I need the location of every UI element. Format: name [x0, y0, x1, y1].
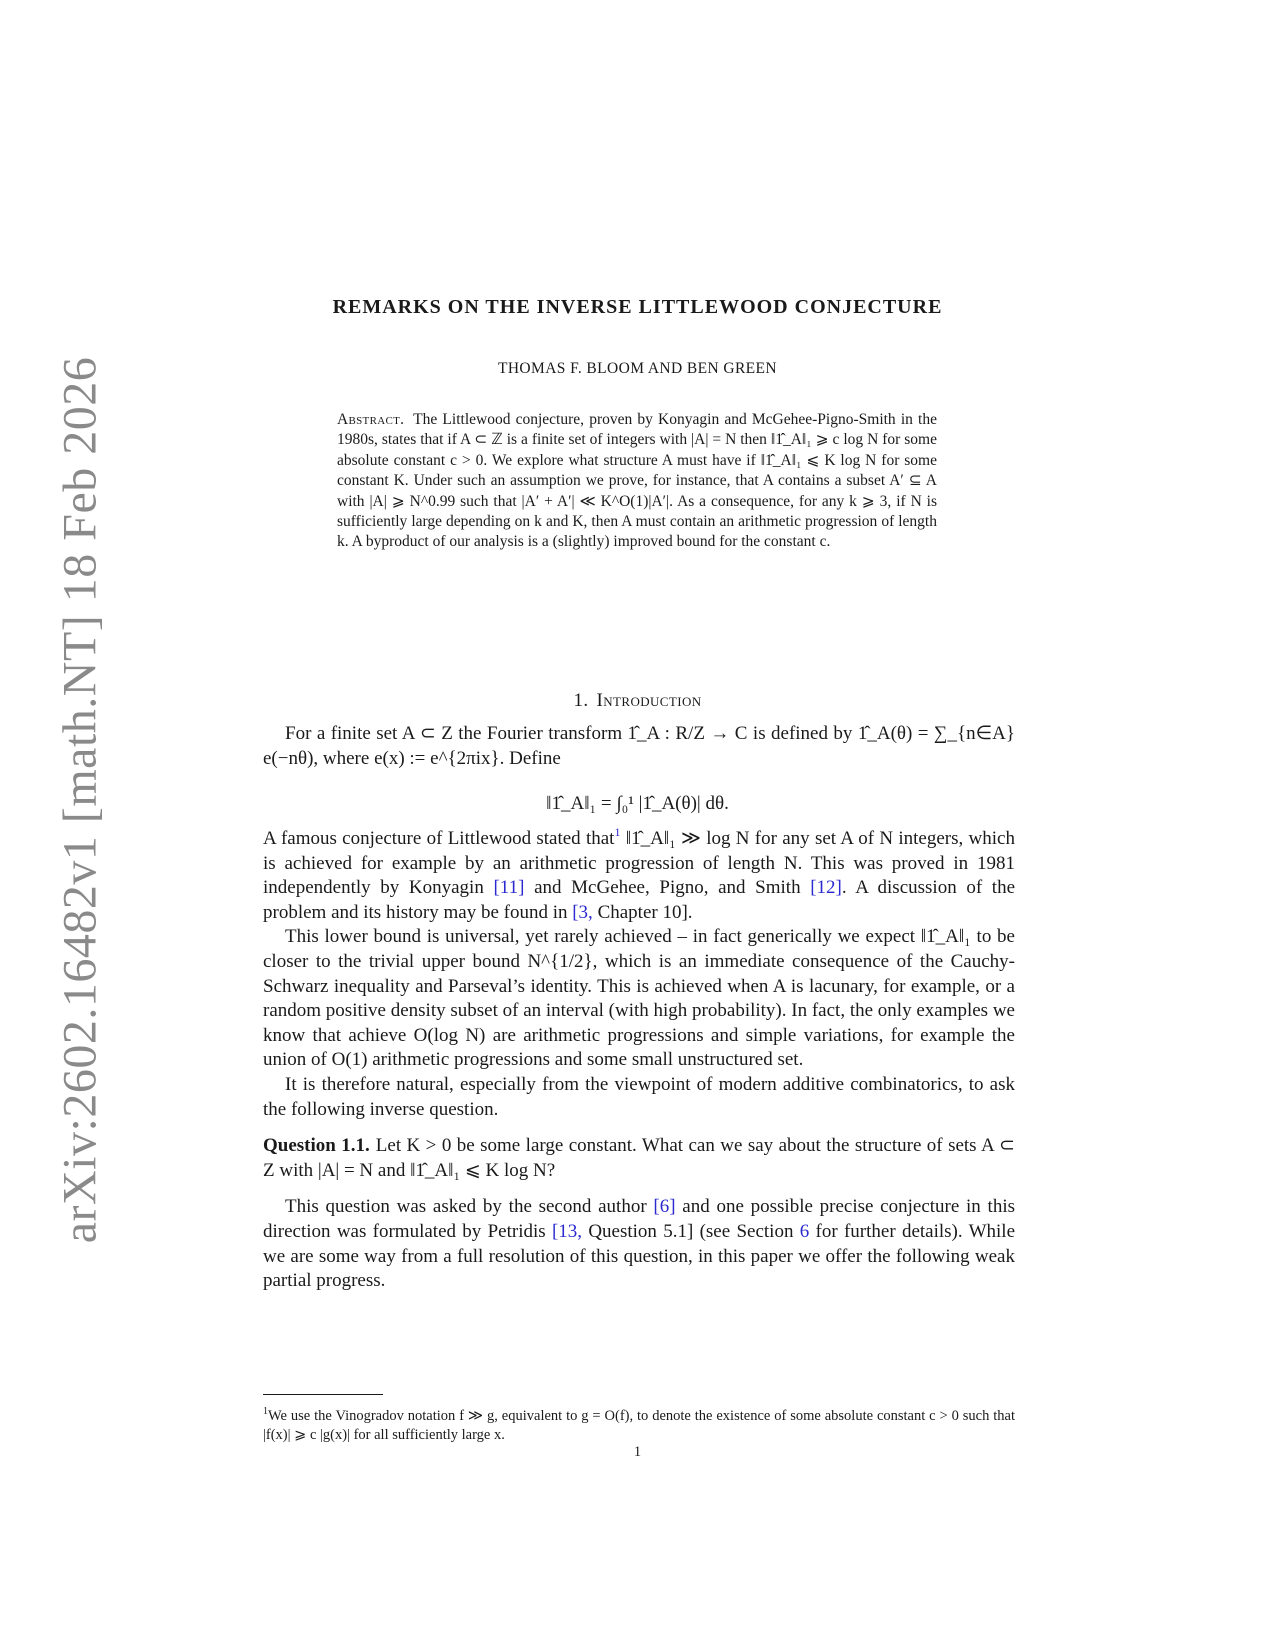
paragraph-5: This question was asked by the second author [6] and one possible precise conjecture in this direction was formulated by Petridis [13, Question 5.1] (see Section 6 for further details). While we are some way from a full resolution of this question, in this paper we offer the following weak partial progress. — [263, 1196, 1016, 1292]
page-number: 1 — [633, 1444, 642, 1460]
question-text: Let K > 0 be some large constant. What can we say about the structure of sets A ⊂ Z with |A| = N and ‖1̂_A‖₁ ⩽ K log N? — [263, 1135, 1015, 1181]
citation-link[interactable]: [3, — [572, 901, 593, 923]
abstract-label: Abstract. — [337, 411, 405, 428]
footnote-text: We use the Vinogradov notation f ≫ g, equivalent to g = O(f), to denote the existence of some absolute constant c > 0 such that |f(x)| ⩾ c |g(x)| for all sufficiently large x. — [263, 1407, 1015, 1444]
section-link[interactable]: 6 — [799, 1220, 810, 1242]
citation-link[interactable]: [12] — [810, 877, 842, 899]
citation-link[interactable]: [11] — [493, 877, 525, 899]
paragraph-2: A famous conjecture of Littlewood stated that$^1$ ‖1̂_A‖₁ ≫ log N for any set A of N integers, which is achieved for example by an arithmetic progression of length N. This was proved in 1981 independently by Konyagin [11] and McGehee, Pigno, and Smith [12]. A discussion of the problem and its history may be found in [3, Chapter 10]. — [263, 825, 1015, 923]
paragraph-1-block — [263, 722, 1015, 771]
abstract-text: The Littlewood conjecture, proven by Konyagin and McGehee-Pigno-Smith in the 1980s, states that if A ⊂ ℤ is a finite set of integers with |A| = N then ‖1̂_A‖₁ ⩾ c log N for some absolute constant c > 0. We explore what structure A must have if ‖1̂_A‖₁ ⩽ K log N for some constant K. Under such an assumption we prove, for instance, that A contains a subset A′ ⊆ A with |A| ⩾ N^0.99 such that |A′ + A′| ≪ K^O(1)|A′|. As a consequence, for any k ⩾ 3, if N is sufficiently large depending on k and K, then A must contain an arithmetic progression of length k. A byproduct of our analysis is a (slightly) improved bound for the constant c. — [337, 411, 937, 551]
footnote-ref[interactable]: 1 — [614, 825, 621, 839]
paper-authors: THOMAS F. BLOOM AND BEN GREEN — [497, 360, 778, 377]
main-text-block — [263, 820, 1015, 1294]
paper-title: REMARKS ON THE INVERSE LITTLEWOOD CONJECTURE — [332, 296, 943, 318]
section-number: 1. — [573, 690, 589, 711]
paragraph-3: This lower bound is universal, yet rarely achieved – in fact generically we expect ‖1̂_A‖₁ to be closer to the trivial upper bound N^{1/2}, which is an immediate consequence of the Cauchy-Schwarz inequality and Parseval’s identity. This is achieved when A is lacunary, for example, or a random positive density subset of an interval (with high probability). In fact, the only examples we know that achieve O(log N) are arithmetic progressions and simple variations, for example the union of O(1) arithmetic progressions and some small unstructured set. — [263, 926, 1015, 1071]
arxiv-stamp: arXiv:2602.16482v1 [math.NT] 18 Feb 2026 — [53, 356, 107, 1244]
display-equation: ‖1̂_A‖₁ = ∫₀¹ |1̂_A(θ)| dθ. — [546, 793, 729, 814]
citation-link[interactable]: [13, — [551, 1220, 583, 1242]
question-1-1 — [263, 1134, 1015, 1183]
footnote — [263, 1402, 1015, 1446]
section-name: Introduction — [596, 690, 702, 711]
paragraph-4: It is therefore natural, especially from the viewpoint of modern additive combinatorics, to ask the following inverse question. — [263, 1073, 1015, 1120]
footnote-mark: 1 — [263, 1406, 268, 1417]
question-label: Question 1.1. — [263, 1135, 370, 1157]
citation-link[interactable]: [6] — [653, 1196, 676, 1218]
section-heading — [0, 690, 1275, 712]
paragraph-1: For a finite set A ⊂ Z the Fourier transform 1̂_A : R/Z → C is defined by 1̂_A(θ) = ∑_{n∈A} e(−nθ), where e(x) := e^{2πix}. Define — [263, 723, 1015, 769]
footnote-rule — [263, 1394, 383, 1395]
abstract — [337, 410, 937, 553]
